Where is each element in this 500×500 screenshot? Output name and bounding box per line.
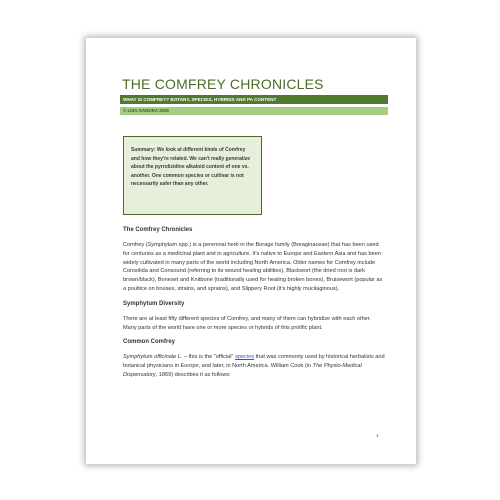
summary-box: Summary: We look at different kinds of Comfrey and how they're related. We can't really generalize about the pyrrolizidine alkaloid content of one vs. another. One common species or cultivar is not necessarily safer than any other. bbox=[123, 136, 262, 215]
author-band: © LISA GANORA 2025 bbox=[120, 107, 388, 115]
book-title: The Physio-Medical Dispensatory bbox=[123, 363, 362, 378]
common-text-3: , 1869) describes it as follows: bbox=[155, 371, 231, 378]
diversity-paragraph: There are at least fifty different species of Comfrey, and many of them can hybridize with each other. Many parts of the world have one or more species or hybrids of this prolific plant. bbox=[123, 315, 371, 331]
intro-text-rest: spp.) is a perennial herb in the Borage family (Boraginaceae) that has been used for centuries as a medicinal plant and in agriculture. It's native to Europe and Eastern Asia and has been widely cultivated in many parts of the world including North America. Older names for Comfrey include Consolida and Consound (referring to its wound healing abilities), Blackwort (the dried root is dark brown/black), Boneset and Knitbone (traditionally used for healing broken bones), Bruisewort (popular as a poultice on bruises, strains, and sprains), and Slippery Root (it's highly mucilaginous). bbox=[123, 242, 383, 292]
document-title: THE COMFREY CHRONICLES bbox=[122, 76, 324, 92]
common-paragraph bbox=[123, 353, 385, 379]
common-text-2: that was commonly used by historical herbalists and botanical physicians in Europe, and later, in North America. William Cook (in bbox=[123, 354, 385, 370]
intro-paragraph bbox=[123, 241, 385, 294]
subtitle-band: WHAT IS COMFREY? BOTANY, SPECIES, HYBRIDS AND PA CONTENT bbox=[120, 95, 388, 104]
species-link[interactable]: species bbox=[235, 354, 255, 361]
species-name: Symphytum officinale bbox=[123, 354, 177, 361]
common-text-1: L. – this is the "official" bbox=[176, 354, 236, 361]
intro-text-start: Comfrey ( bbox=[123, 242, 148, 248]
body-content bbox=[123, 226, 385, 386]
page-number: 1 bbox=[376, 433, 379, 438]
intro-genus: Symphytum bbox=[147, 242, 178, 248]
section-heading-chronicles: The Comfrey Chronicles bbox=[123, 227, 193, 233]
section-heading-diversity: Symphytum Diversity bbox=[123, 300, 185, 307]
section-heading-common: Common Comfrey bbox=[123, 339, 176, 346]
document-page bbox=[86, 38, 416, 464]
